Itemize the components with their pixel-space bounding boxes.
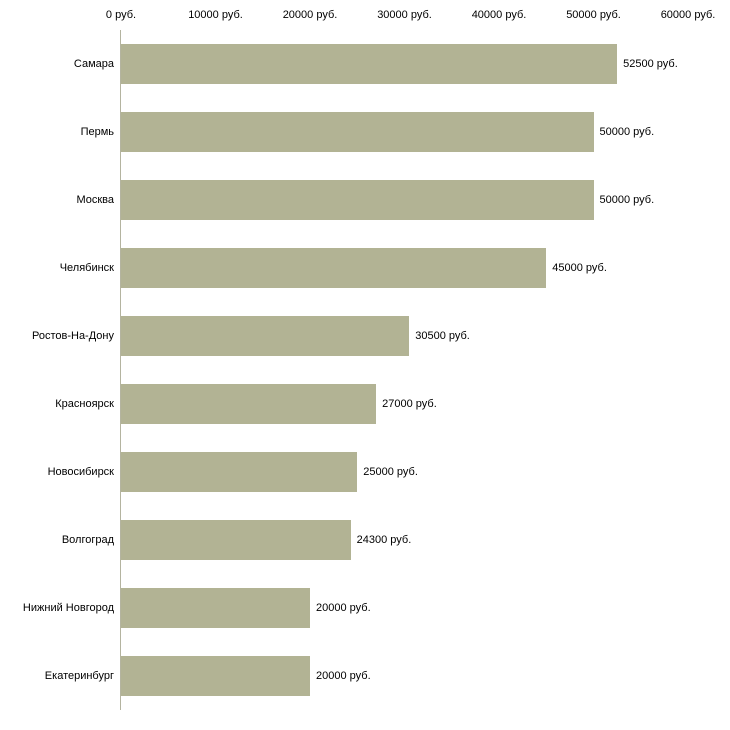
category-label: Нижний Новгород <box>22 602 114 614</box>
bar[interactable] <box>121 384 376 424</box>
bar[interactable] <box>121 656 310 696</box>
bar[interactable] <box>121 316 409 356</box>
bar-row <box>0 642 730 710</box>
bar-row <box>0 370 730 438</box>
bar-value-label: 24300 руб. <box>356 534 412 546</box>
x-axis-tick-label: 10000 руб. <box>188 9 243 21</box>
bar-value-label: 20000 руб. <box>316 670 371 682</box>
bar-value-label: 50000 руб. <box>599 194 655 206</box>
bar[interactable] <box>121 248 546 288</box>
category-label: Челябинск <box>59 262 114 274</box>
bar-row <box>0 234 730 302</box>
bar-row <box>0 438 730 506</box>
bar-row <box>0 506 730 574</box>
bar-row <box>0 166 730 234</box>
bar-value-label: 45000 руб. <box>552 262 607 274</box>
category-label: Новосибирск <box>47 466 114 478</box>
category-label: Москва <box>76 194 114 206</box>
bar[interactable] <box>121 44 617 84</box>
bar-row <box>0 574 730 642</box>
x-axis-tick-label: 40000 руб. <box>471 9 527 21</box>
x-axis-tick-label: 30000 руб. <box>377 9 432 21</box>
category-label: Екатеринбург <box>44 670 114 682</box>
plot-area <box>0 30 730 710</box>
bar-row <box>0 30 730 98</box>
x-axis-tick-label: 50000 руб. <box>566 9 621 21</box>
x-axis-tick-label: 0 руб. <box>105 9 137 21</box>
bar-value-label: 20000 руб. <box>316 602 371 614</box>
category-label: Красноярск <box>55 398 114 410</box>
bar-row <box>0 98 730 166</box>
category-label: Пермь <box>80 126 114 138</box>
bar-value-label: 52500 руб. <box>623 58 678 70</box>
bar-value-label: 50000 руб. <box>599 126 655 138</box>
bar-value-label: 30500 руб. <box>415 330 470 342</box>
category-label: Волгоград <box>61 534 114 546</box>
bar[interactable] <box>121 112 594 152</box>
x-axis-tick-label: 20000 руб. <box>282 9 338 21</box>
bar-row <box>0 302 730 370</box>
x-axis-top <box>0 0 730 30</box>
x-axis-tick-label: 60000 руб. <box>660 9 716 21</box>
bar[interactable] <box>121 452 357 492</box>
bar[interactable] <box>121 520 351 560</box>
bar[interactable] <box>121 588 310 628</box>
bar[interactable] <box>121 180 594 220</box>
bar-value-label: 27000 руб. <box>382 398 437 410</box>
category-label: Самара <box>73 58 114 70</box>
category-label: Ростов-На-Дону <box>31 330 114 342</box>
bar-value-label: 25000 руб. <box>363 466 418 478</box>
